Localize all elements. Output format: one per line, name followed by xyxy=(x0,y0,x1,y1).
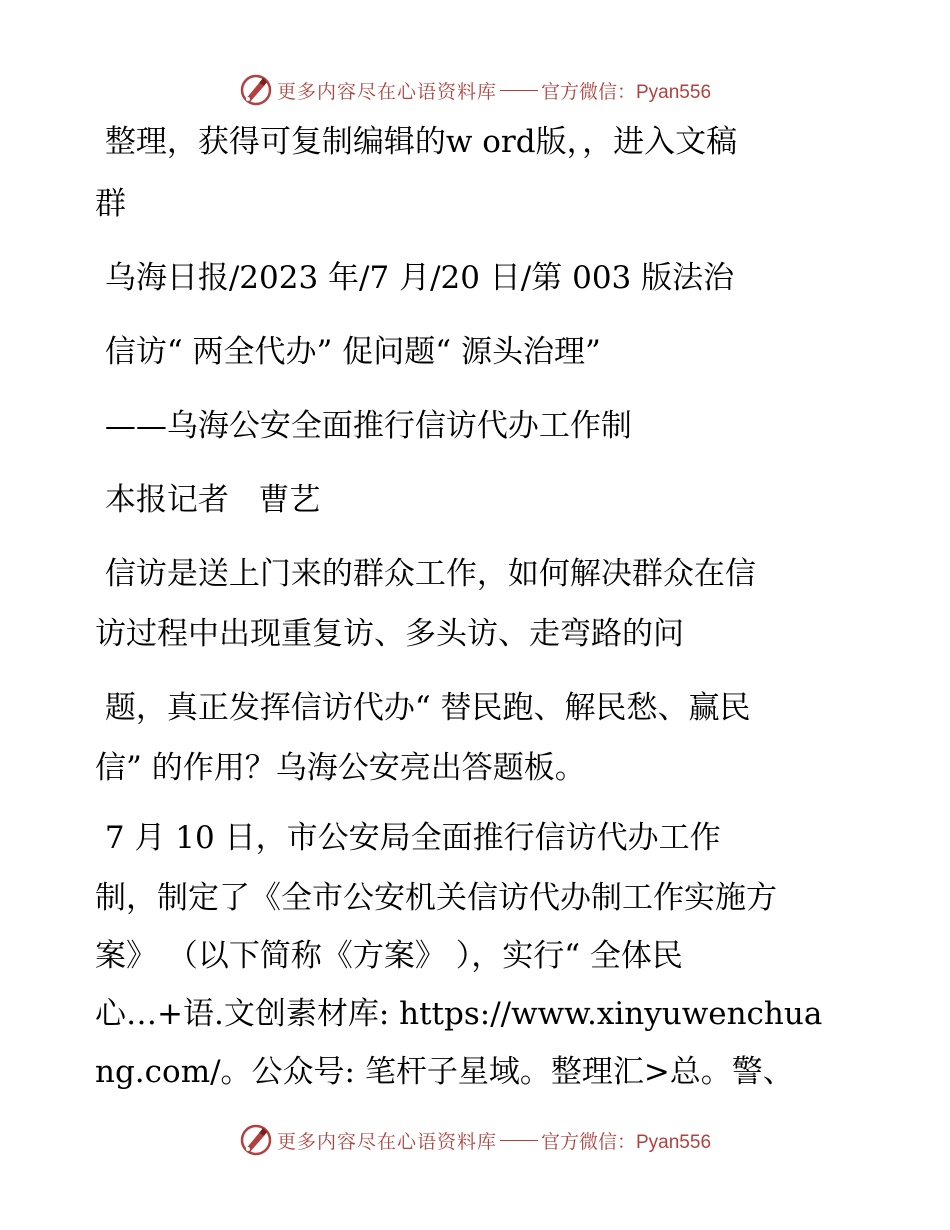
text-line: 信访“ 两全代办” 促问题“ 源头治理” xyxy=(95,334,601,370)
text-line: ng.com/。公众号: 笔杆子星域。整理汇>总。警、 xyxy=(95,1054,794,1090)
text-line: 题，真正发挥信访代办“ 替民跑、解民愁、赢民 xyxy=(95,690,751,726)
header-wechat-id: Pyan556 xyxy=(636,81,712,103)
text-line: 乌海日报/2023 年/7 月/20 日/第 003 版法治 xyxy=(95,260,735,296)
header-wechat-label: 官方微信： xyxy=(540,80,636,103)
footer-dash xyxy=(500,1140,538,1141)
text-line: 制，制定了《全市公安机关信访代办制工作实施方 xyxy=(95,880,777,916)
header-brand: 更多内容尽在心语资料库 xyxy=(276,80,497,103)
footer-watermark xyxy=(0,1122,950,1158)
text-line: 群 xyxy=(95,186,126,222)
text-line: 心…+语.文创素材库: https://www.xinyuwenchua xyxy=(95,996,823,1032)
footer-brand: 更多内容尽在心语资料库 xyxy=(276,1130,497,1153)
text-line: ——乌海公安全面推行信访代办工作制 xyxy=(95,408,632,444)
pen-logo-icon xyxy=(239,1123,273,1157)
text-line: 信” 的作用？乌海公安亮出答题板。 xyxy=(95,750,586,786)
text-line: 本报记者 曹艺 xyxy=(95,482,321,518)
header-dash xyxy=(500,90,538,91)
footer-wechat xyxy=(541,1127,711,1154)
text-line: 案》 （以下简称《方案》 ），实行“ 全体民 xyxy=(95,938,683,974)
pen-logo-icon xyxy=(239,73,273,107)
text-line: 整理，获得可复制编辑的w ord版，，进入文稿 xyxy=(95,124,738,160)
header-watermark xyxy=(0,72,950,108)
footer-wechat-label: 官方微信： xyxy=(540,1130,636,1153)
text-line: 7 月 10 日，市公安局全面推行信访代办工作 xyxy=(95,820,721,856)
footer-wechat-id: Pyan556 xyxy=(636,1131,712,1153)
header-wechat xyxy=(541,77,711,104)
text-line: 访过程中出现重复访、多头访、走弯路的问 xyxy=(95,616,684,652)
text-line: 信访是送上门来的群众工作，如何解决群众在信 xyxy=(95,556,756,592)
